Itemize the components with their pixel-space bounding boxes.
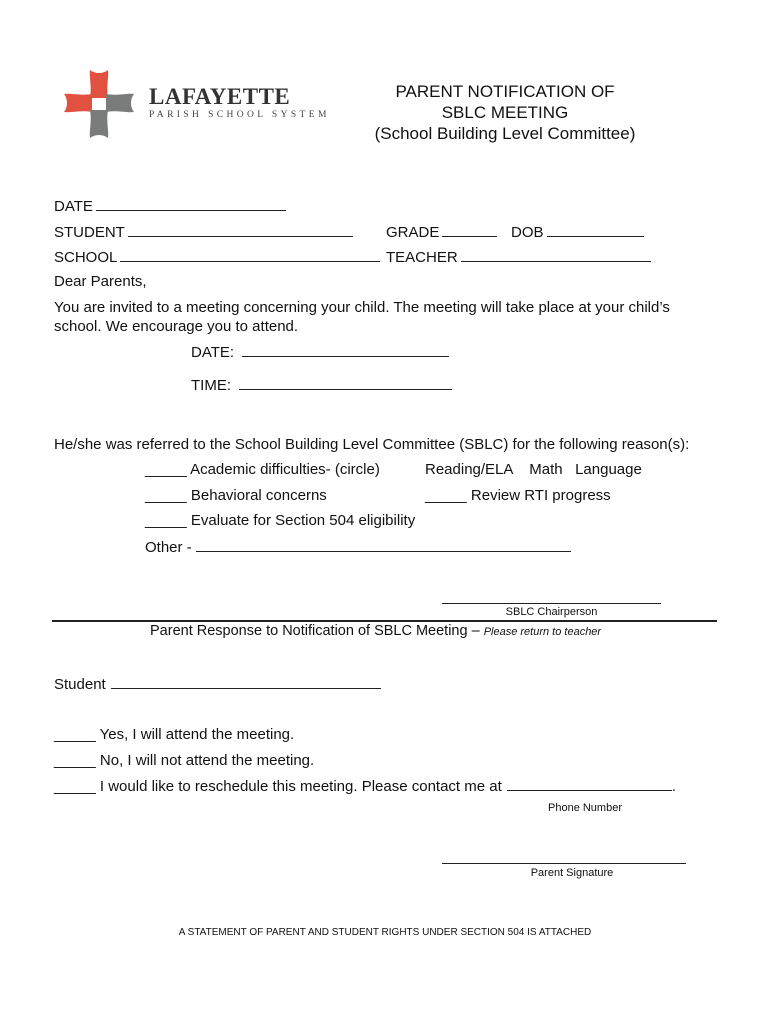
reason-rti[interactable] [425,487,611,504]
reason-subjects[interactable]: Reading/ELA Math Language [425,461,642,478]
dob-line[interactable] [547,223,644,237]
checkbox-blank[interactable]: _____ [54,778,96,795]
district-logo [62,68,330,140]
title-line-1: PARENT NOTIFICATION OF [395,82,615,101]
checkbox-blank[interactable]: _____ [145,461,187,478]
option-yes[interactable] [54,726,294,743]
logo-subtitle: PARISH SCHOOL SYSTEM [149,110,330,120]
date-field[interactable] [54,197,286,215]
teacher-field[interactable] [386,248,651,266]
option-no-label: No, I will not attend the meeting. [99,752,315,769]
greeting: Dear Parents, [54,273,147,290]
response-student-line[interactable] [111,675,381,689]
grade-field[interactable] [386,223,497,241]
chairperson-label: SBLC Chairperson [505,606,598,618]
option-yes-label: Yes, I will attend the meeting. [99,726,295,743]
reason-rti-label: Review RTI progress [470,487,611,504]
student-label: STUDENT [54,224,125,241]
letter-paragraph-line-1: You are invited to a meeting concerning your child. The meeting will take place at your child’s [54,299,670,316]
school-label: SCHOOL [54,249,118,266]
dob-label: DOB [511,224,544,241]
meeting-time-field[interactable] [191,376,452,394]
section-divider [52,620,717,622]
meeting-time-line[interactable] [239,376,452,390]
dob-field[interactable] [511,223,644,241]
response-student-field[interactable] [54,675,381,693]
student-field[interactable] [54,223,353,241]
cross-emblem-icon [62,68,136,140]
phone-number-label: Phone Number [548,802,622,814]
meeting-date-label: DATE: [191,344,235,361]
option-reschedule[interactable] [54,777,676,795]
teacher-line[interactable] [461,248,651,262]
reason-academic-label: Academic difficulties- (circle) [190,461,380,478]
reason-504[interactable] [145,512,415,529]
checkbox-blank[interactable]: _____ [54,752,96,769]
date-label: DATE [54,198,93,215]
checkbox-blank[interactable]: _____ [54,726,96,743]
response-heading-text: Parent Response to Notification of SBLC Meeting – [150,623,480,639]
meeting-time-label: TIME: [191,377,231,394]
parent-signature-line[interactable] [442,863,686,864]
grade-label: GRADE [386,224,440,241]
reason-other-label: Other - [145,539,192,556]
reason-other[interactable] [145,538,571,556]
reason-other-line[interactable] [196,538,571,552]
teacher-label: TEACHER [386,249,458,266]
title-line-3: (School Building Level Committee) [374,124,636,143]
option-reschedule-label: I would like to reschedule this meeting. Please contact me at [99,778,502,795]
reason-academic[interactable] [145,461,380,478]
response-heading-note: Please return to teacher [483,626,602,638]
school-line[interactable] [120,248,380,262]
option-no[interactable] [54,752,314,769]
meeting-date-line[interactable] [242,343,449,357]
reschedule-period: . [671,778,676,795]
title-line-2: SBLC MEETING [441,103,569,122]
response-student-label: Student [54,676,106,693]
checkbox-blank[interactable]: _____ [425,487,467,504]
chairperson-signature-line[interactable] [442,603,661,604]
page-title [340,81,670,144]
grade-line[interactable] [442,223,497,237]
reason-behavioral[interactable] [145,487,327,504]
student-line[interactable] [128,223,353,237]
logo-name: LAFAYETTE [149,84,291,109]
school-field[interactable] [54,248,380,266]
footer-statement: A STATEMENT OF PARENT AND STUDENT RIGHTS UNDER SECTION 504 IS ATTACHED [178,927,592,938]
response-heading [150,623,601,639]
reason-behavioral-label: Behavioral concerns [190,487,327,504]
phone-number-line[interactable] [507,777,672,791]
date-line[interactable] [96,197,286,211]
parent-signature-label: Parent Signature [530,867,614,879]
reason-504-label: Evaluate for Section 504 eligibility [190,512,416,529]
referral-statement: He/she was referred to the School Building Level Committee (SBLC) for the following reason(s): [54,436,690,453]
checkbox-blank[interactable]: _____ [145,487,187,504]
letter-paragraph-line-2: school. We encourage you to attend. [54,318,299,335]
meeting-date-field[interactable] [191,343,449,361]
checkbox-blank[interactable]: _____ [145,512,187,529]
